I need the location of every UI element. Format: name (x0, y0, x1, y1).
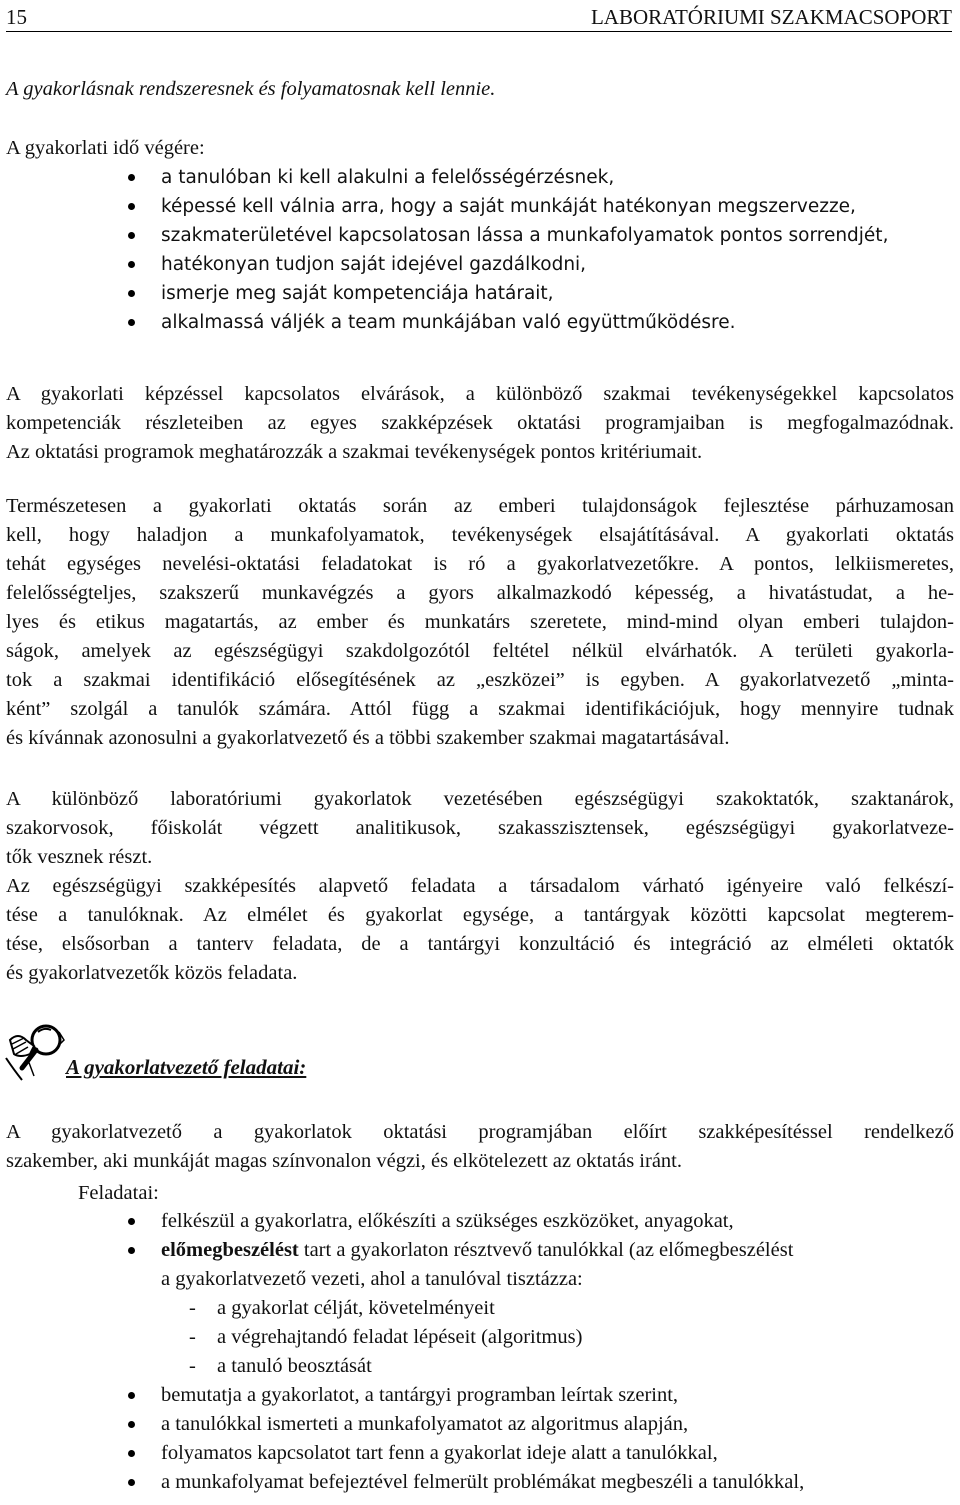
paragraph-expectations: A gyakorlati képzéssel kapcsolatos elvárások, a különböző szakmai tevékenységekkel kapcsolatos kompetenciák részleteiben az egyes szakképzések oktatási programjaiban is megfogalmazódnak. Az oktatási programok meghatározzák a szakmai tevékenységek pontos kritériumait. (6, 383, 954, 463)
bullet-icon (128, 1479, 135, 1486)
list-item: a munkafolyamat befejeztével felmerült problémákat megbeszéli a tanulókkal, (0, 1468, 960, 1497)
list-item: folyamatos kapcsolatot tart fenn a gyakorlat ideje alatt a tanulókkal, (0, 1439, 960, 1468)
tasks-list (0, 1207, 960, 1497)
bullet-icon (128, 319, 135, 326)
list-item: bemutatja a gyakorlatot, a tantárgyi programban leírtak szerint, (0, 1381, 960, 1410)
paragraph-qualities: Természetesen a gyakorlati oktatás során az emberi tulajdonságok fejlesztése párhuzamosan kell, hogy haladjon a munkafolyamatok, tevékenységek elsajátításával. A gyakorlati oktatás tehát egységes nevelési-oktatási feladatokat is ró a gyakorlatvezetőkre. A pontos, lelkiismeretes, felelősségteljes, szakszerű munkavégzés a gyors alkalmazkodó képesség, a hivatástudat, a he- lyes és etikus magatartás, az ember és munkatárs szeretete, mind-mind olyan emberi tulajdon- ságok, amelyek az egészségügyi szakdolgozótól feltétel nélkül elvárhatók. A területi gyakorla- tok a szakmai identifikáció elősegítésének az „eszközei” is egyben. A gyakorlatvezető „minta- ként” szolgál a tanulók számára. Attól függ a szakmai identifikációjuk, hogy mennyire tudnak és kívánnak azonosulni a gyakorlatvezető és a többi szakember szakmai magatartásával. (6, 495, 954, 749)
tasks-label: Feladatai: (78, 1182, 159, 1204)
section-heading: A gyakorlatvezető feladatai: (66, 1055, 307, 1079)
magnifier-hand-icon (4, 1010, 72, 1086)
page-number: 15 (6, 5, 27, 29)
bullet-icon (128, 1218, 135, 1225)
dash-item: - a végrehajtandó feladat lépéseit (algoritmus) (189, 1326, 583, 1348)
list-item: a tanulóban ki kell alakulni a felelősségérzésnek, (0, 163, 960, 192)
list-item: hatékonyan tudjon saját idejével gazdálkodni, (0, 250, 960, 279)
list-item: szakmaterületével kapcsolatosan lássa a munkafolyamatok pontos sorrendjét, (0, 221, 960, 250)
bullet-icon (128, 1421, 135, 1428)
list1-lead: A gyakorlati idő végére: (6, 137, 205, 159)
list-item: felkészül a gyakorlatra, előkészíti a szükséges eszközöket, anyagokat, (0, 1207, 960, 1236)
page-header (6, 3, 952, 32)
bullet-icon (128, 261, 135, 268)
paragraph-role: A gyakorlatvezető a gyakorlatok oktatási programjában előírt szakképesítéssel rendelkező szakember, aki munkáját magas színvonalon végzi, és elkötelezett az oktatás iránt. (6, 1121, 954, 1172)
bullet-icon (128, 290, 135, 297)
list-item: előmegbeszélést tart a gyakorlaton résztvevő tanulókkal (az előmegbeszélést a gyakorlatvezető vezeti, ahol a tanulóval tisztázza: - a gyakorlat célját, követelményeit - a végrehajtandó feladat lépéseit (algoritmus) - a tanuló beosztását (0, 1236, 960, 1381)
paragraph-instructors: A különböző laboratóriumi gyakorlatok vezetésében egészségügyi szakoktatók, szaktanárok, szakorvosok, főiskolát végzett analitikusok, szakasszisztensek, egészségügyi gyakorlatveze- tők vesznek részt. (6, 788, 954, 868)
list-item: ismerje meg saját kompetenciája határait, (0, 279, 960, 308)
intro-italic: A gyakorlásnak rendszeresnek és folyamatosnak kell lennie. (6, 78, 496, 100)
bullet-icon (128, 1247, 135, 1254)
bullet-icon (128, 232, 135, 239)
bullet-icon (128, 174, 135, 181)
list-item: alkalmassá váljék a team munkájában való együttműködésre. (0, 308, 960, 337)
dash-item: - a tanuló beosztását (189, 1355, 372, 1377)
paragraph-integration: Az egészségügyi szakképesítés alapvető feladata a társadalom várható igényeire való felkészí- tése a tanulóknak. Az elmélet és gyakorlat egysége, a tantárgyak közötti kapcsolat megterem- tése, elsősorban a tanterv feladata, de a tantárgyi konzultáció és integráció az elméleti oktatók és gyakorlatvezetők közös feladata. (6, 875, 954, 984)
bullet-icon (128, 1450, 135, 1457)
header-title: LABORATÓRIUMI SZAKMACSOPORT (590, 5, 952, 29)
bullet-icon (128, 203, 135, 210)
goals-list (0, 163, 960, 337)
list-item: képessé kell válnia arra, hogy a saját munkáját hatékonyan megszervezze, (0, 192, 960, 221)
dash-item: - a gyakorlat célját, követelményeit (189, 1297, 495, 1319)
bullet-icon (128, 1392, 135, 1399)
list-item: a tanulókkal ismerteti a munkafolyamatot az algoritmus alapján, (0, 1410, 960, 1439)
